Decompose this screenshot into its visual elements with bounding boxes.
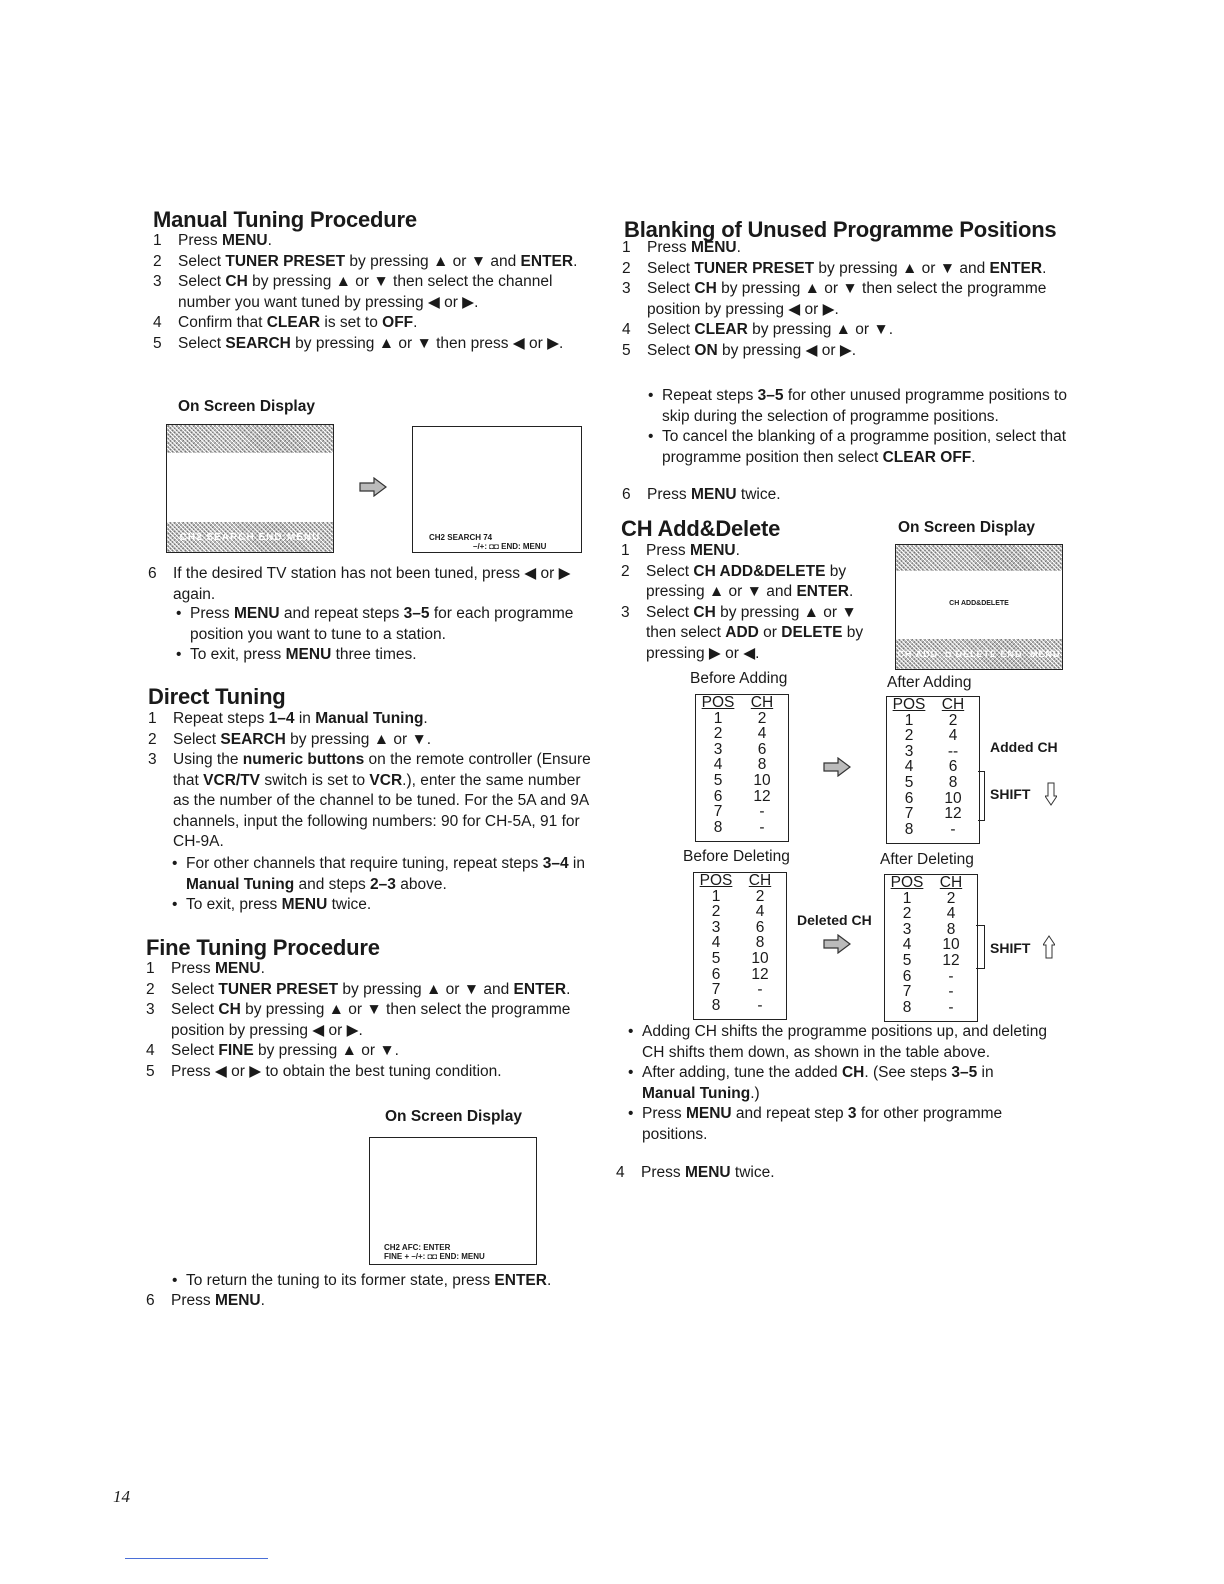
step-item	[622, 279, 1067, 320]
table-cell: 5	[902, 951, 912, 969]
osd-header-bar	[896, 545, 1062, 571]
manual-tuning-steps	[153, 231, 593, 354]
step-number: 5	[146, 1062, 155, 1080]
manual-osd-screen-search	[412, 426, 582, 553]
step-item	[148, 730, 593, 751]
table-header-cell: POS	[699, 872, 733, 889]
bullet-text: After adding, tune the added CH. (See steps 3–5 in Manual Tuning.)	[642, 1064, 994, 1102]
table-row	[694, 967, 786, 983]
table-cell: 8	[757, 756, 767, 774]
step-number: 3	[621, 603, 630, 621]
step-number: 3	[622, 280, 631, 297]
blanking-bullets	[648, 386, 1068, 468]
step-number: 3	[148, 751, 157, 768]
table-row	[696, 820, 788, 836]
fine-step6	[146, 1291, 586, 1312]
fine-tuning-steps	[146, 959, 593, 1082]
bullet-dot: •	[628, 1064, 634, 1081]
osd-footer-text: CH2 SEARCH END:MENU	[179, 531, 321, 543]
step-item	[146, 1000, 593, 1041]
table-cell: 1	[904, 711, 914, 729]
manual-tuning-title: Manual Tuning Procedure	[153, 207, 417, 232]
step-text: Press MENU.	[647, 239, 741, 256]
bullet-item	[172, 895, 596, 916]
shift-label-delete: SHIFT	[990, 940, 1031, 956]
osd-chadd-center: CH ADD&DELETE	[949, 600, 1009, 607]
table-cell: 7	[904, 805, 914, 823]
blanking-title: Blanking of Unused Programme Positions	[624, 217, 1057, 242]
table-cell: 10	[944, 789, 962, 807]
step-text: Using the numeric buttons on the remote controller (Ensure that VCR/TV switch is set to VCR.), enter the same number as the number of the channel to be tuned. For the 5A and 9A channels, input the following numbers: 90 for CH-5A, 91 for CH-9A.	[173, 751, 591, 850]
step-number: 2	[153, 252, 162, 270]
manual-osd-label: On Screen Display	[178, 398, 315, 415]
step-item	[148, 709, 593, 730]
table-header-cell: POS	[890, 874, 924, 891]
table-cell: 4	[713, 756, 723, 774]
step-text: Confirm that CLEAR is set to OFF.	[178, 314, 418, 331]
table-cell: 2	[904, 727, 914, 745]
table-row	[887, 728, 979, 744]
table-cell: 6	[757, 740, 767, 758]
shift-label-add: SHIFT	[990, 786, 1031, 802]
table-header-cell: CH	[939, 874, 963, 891]
step-text: Press ◀ or ▶ to obtain the best tuning condition.	[171, 1062, 502, 1080]
osd-footer-bar	[896, 639, 1062, 669]
step-number: 1	[622, 239, 631, 256]
table-after-deleting	[884, 874, 978, 1022]
table-cell: 8	[713, 818, 723, 836]
table-cell: 6	[713, 787, 723, 805]
table-cell: 10	[751, 949, 769, 967]
table-row	[887, 775, 979, 791]
bullet-text: Repeat steps 3–5 for other unused programme positions to skip during the selection of programme positions.	[662, 387, 1067, 425]
bullet-dot: •	[176, 646, 182, 663]
table-row	[696, 804, 788, 820]
step-item	[153, 252, 593, 273]
table-cell: 4	[904, 758, 914, 776]
step-number: 4	[616, 1164, 625, 1181]
chadd-step4	[616, 1163, 1056, 1184]
table-cell: 7	[902, 983, 912, 1001]
table-row	[887, 744, 979, 760]
table-cell: 3	[711, 918, 721, 936]
step-item	[153, 334, 593, 355]
bullet-text: Press MENU and repeat steps 3–5 for each programme position you want to tune to a station.	[190, 605, 574, 643]
step-item	[148, 750, 593, 853]
step-text: Press MENU twice.	[641, 1164, 775, 1181]
arrow-right-icon	[822, 757, 852, 777]
step-number: 3	[153, 273, 162, 290]
step-text: Select CH by pressing ▲ or ▼ then select ADD or DELETE by pressing ▶ or ◀.	[646, 603, 864, 662]
manual-bullets	[176, 604, 596, 666]
step-text: Select CH ADD&DELETE by pressing ▲ or ▼ and ENTER.	[646, 562, 854, 600]
bullet-dot: •	[172, 1272, 178, 1289]
table-cell: 6	[755, 918, 765, 936]
table-cell: 6	[948, 758, 958, 776]
table-row	[887, 713, 979, 729]
table-cell: -	[948, 983, 954, 1001]
table-header-cell: CH	[748, 872, 772, 889]
table-cell: 2	[757, 709, 767, 727]
table-after-adding	[886, 696, 980, 844]
table-header	[696, 695, 788, 711]
step-number: 2	[622, 259, 631, 277]
step-item	[621, 562, 891, 603]
deleted-ch-label: Deleted CH	[797, 912, 872, 928]
manual-step6	[148, 564, 593, 605]
chadd-osd-label: On Screen Display	[898, 519, 1035, 536]
table-header-cell: CH	[750, 694, 774, 711]
table-row	[696, 711, 788, 727]
table-row	[885, 953, 977, 969]
table-header	[887, 697, 979, 713]
table-cell: 5	[711, 949, 721, 967]
blanking-step6	[622, 485, 1062, 506]
after-adding-label: After Adding	[887, 674, 972, 691]
table-cell: -	[759, 803, 765, 821]
table-row	[694, 889, 786, 905]
table-cell: 8	[946, 920, 956, 938]
table-cell: 12	[944, 805, 962, 823]
step-text: Select CH by pressing ▲ or ▼ then select the channel number you want tuned by pressing ◀ or ▶.	[178, 273, 553, 311]
footer-rule	[125, 1558, 268, 1559]
chadd-bullets	[628, 1022, 1048, 1145]
step-number: 4	[153, 314, 162, 331]
step-text: Press MENU.	[171, 960, 265, 977]
osd-fine-line2: FINE + –/+: ◘◘ END: MENU	[384, 1252, 485, 1261]
step-item	[622, 320, 1067, 341]
step-number: 3	[146, 1001, 155, 1018]
table-cell: -	[948, 967, 954, 985]
step-item	[622, 238, 1067, 259]
fine-bullet	[172, 1271, 592, 1292]
table-cell: 10	[753, 771, 771, 789]
bullet-dot: •	[176, 605, 182, 622]
step-number: 6	[146, 1292, 155, 1309]
added-ch-label: Added CH	[990, 739, 1058, 755]
table-cell: 4	[755, 903, 765, 921]
table-cell: 7	[711, 981, 721, 999]
table-row	[885, 984, 977, 1000]
step-text: Select SEARCH by pressing ▲ or ▼.	[173, 730, 432, 748]
table-cell: 3	[904, 742, 914, 760]
step-item	[146, 1062, 593, 1083]
step-text: Select TUNER PRESET by pressing ▲ or ▼ and ENTER.	[647, 259, 1047, 277]
step-item	[153, 313, 593, 334]
step-item	[146, 980, 593, 1001]
step-text: Press MENU.	[171, 1292, 265, 1309]
osd-footer-bar	[167, 522, 333, 552]
step-number: 2	[621, 562, 630, 580]
step-number: 2	[148, 730, 157, 748]
bullet-text: To exit, press MENU twice.	[186, 896, 372, 913]
table-cell: 4	[946, 905, 956, 923]
table-cell: 2	[948, 711, 958, 729]
step-item	[621, 603, 891, 665]
step-item	[153, 231, 593, 252]
table-header-cell: POS	[701, 694, 735, 711]
bullet-dot: •	[172, 896, 178, 913]
step-text: Select CH by pressing ▲ or ▼ then select the programme position by pressing ◀ or ▶.	[171, 1001, 571, 1039]
table-cell: 2	[755, 887, 765, 905]
bullet-dot: •	[628, 1023, 634, 1040]
table-cell: 2	[902, 905, 912, 923]
step-text: Press MENU.	[178, 232, 272, 249]
step-number: 4	[622, 321, 631, 338]
step-item	[153, 272, 593, 313]
step-item	[621, 541, 891, 562]
step-text: Press MENU.	[646, 542, 740, 559]
table-cell: 8	[948, 773, 958, 791]
shift-down-arrow-icon	[1045, 782, 1057, 806]
table-header	[694, 873, 786, 889]
arrow-right-icon	[358, 477, 388, 497]
bullet-dot: •	[628, 1105, 634, 1122]
table-cell: 3	[713, 740, 723, 758]
table-row	[696, 789, 788, 805]
table-cell: 10	[942, 936, 960, 954]
step-text: Select TUNER PRESET by pressing ▲ or ▼ and ENTER.	[171, 980, 571, 998]
table-row	[696, 742, 788, 758]
before-adding-label: Before Adding	[690, 670, 788, 687]
direct-tuning-title: Direct Tuning	[148, 684, 286, 709]
step-number: 5	[153, 334, 162, 352]
table-row	[885, 969, 977, 985]
chadd-steps	[621, 541, 891, 664]
step-item	[146, 1041, 593, 1062]
step-number: 1	[621, 542, 630, 559]
table-before-deleting	[693, 872, 787, 1020]
bullet-text: To return the tuning to its former state, press ENTER.	[186, 1272, 552, 1289]
table-cell: 12	[942, 951, 960, 969]
table-row	[696, 757, 788, 773]
table-row	[887, 791, 979, 807]
table-cell: 8	[755, 934, 765, 952]
table-cell: 5	[713, 771, 723, 789]
osd-footer-text: CH ADD: ◘ DELETE END: MENU	[897, 649, 1061, 659]
bullet-item	[176, 645, 596, 666]
table-row	[885, 1000, 977, 1016]
table-row	[885, 906, 977, 922]
after-deleting-label: After Deleting	[880, 851, 974, 868]
manual-osd-screen-menu	[166, 424, 334, 553]
table-cell: 4	[902, 936, 912, 954]
table-cell: 1	[902, 889, 912, 907]
table-cell: 6	[711, 965, 721, 983]
table-cell: 2	[711, 903, 721, 921]
table-row	[887, 759, 979, 775]
step-text: Repeat steps 1–4 in Manual Tuning.	[173, 710, 428, 727]
shift-bracket	[976, 925, 985, 969]
table-cell: 4	[711, 934, 721, 952]
blanking-steps	[622, 238, 1067, 361]
table-cell: 4	[948, 727, 958, 745]
osd-header-bar	[167, 425, 333, 453]
table-row	[887, 806, 979, 822]
table-cell: 12	[751, 965, 769, 983]
osd-search-line1: CH2 SEARCH 74	[429, 533, 493, 542]
step-text: If the desired TV station has not been tuned, press ◀ or ▶ again.	[173, 565, 571, 603]
table-row	[696, 773, 788, 789]
table-cell: 1	[711, 887, 721, 905]
direct-tuning-steps	[148, 709, 593, 853]
direct-bullets	[172, 854, 596, 916]
page-number: 14	[113, 1487, 130, 1506]
table-row	[694, 904, 786, 920]
table-row	[694, 982, 786, 998]
step-text: Select ON by pressing ◀ or ▶.	[647, 341, 857, 359]
bullet-dot: •	[648, 428, 654, 445]
step-text: Select TUNER PRESET by pressing ▲ or ▼ and ENTER.	[178, 252, 578, 270]
table-cell: 8	[711, 996, 721, 1014]
table-cell: -	[757, 996, 763, 1014]
table-cell: 6	[904, 789, 914, 807]
step-number: 2	[146, 980, 155, 998]
bullet-text: Press MENU and repeat step 3 for other programme positions.	[642, 1105, 1003, 1143]
bullet-dot: •	[648, 387, 654, 404]
table-row	[696, 726, 788, 742]
table-row	[885, 922, 977, 938]
fine-osd-label: On Screen Display	[385, 1108, 522, 1125]
step-text: Select FINE by pressing ▲ or ▼.	[171, 1042, 399, 1059]
shift-bracket	[978, 771, 985, 821]
step-number: 1	[146, 960, 155, 977]
table-cell: 4	[757, 725, 767, 743]
bullet-item	[628, 1022, 1048, 1063]
arrow-right-icon	[822, 934, 852, 954]
table-row	[694, 998, 786, 1014]
table-row	[885, 937, 977, 953]
fine-tuning-title: Fine Tuning Procedure	[146, 935, 380, 960]
bullet-text: To cancel the blanking of a programme position, select that programme position then select CLEAR OFF.	[662, 428, 1067, 466]
table-cell: 2	[713, 725, 723, 743]
bullet-text: Adding CH shifts the programme positions up, and deleting CH shifts them down, as shown in the table above.	[642, 1023, 1047, 1061]
bullet-item	[172, 854, 596, 895]
table-cell: -	[757, 981, 763, 999]
table-cell: -	[759, 818, 765, 836]
table-cell: 5	[904, 773, 914, 791]
table-header-cell: POS	[892, 696, 926, 713]
step-text: Select CLEAR by pressing ▲ or ▼.	[647, 321, 894, 338]
step-number: 1	[148, 710, 157, 727]
osd-fine-line1: CH2 AFC: ENTER	[384, 1243, 451, 1252]
table-cell: 1	[713, 709, 723, 727]
table-header	[885, 875, 977, 891]
step-number: 6	[148, 565, 157, 582]
table-cell: 2	[946, 889, 956, 907]
step-number: 5	[622, 341, 631, 359]
table-header-cell: CH	[941, 696, 965, 713]
bullet-item	[176, 604, 596, 645]
table-row	[887, 822, 979, 838]
table-cell: 3	[902, 920, 912, 938]
shift-up-arrow-icon	[1043, 935, 1055, 959]
step-item	[146, 959, 593, 980]
chadd-osd-screen	[895, 544, 1063, 670]
bullet-text: For other channels that require tuning, repeat steps 3–4 in Manual Tuning and steps 2–3 above.	[186, 855, 585, 893]
ch-add-delete-title: CH Add&Delete	[621, 516, 781, 541]
table-cell: 6	[902, 967, 912, 985]
bullet-text: To exit, press MENU three times.	[190, 646, 417, 663]
table-row	[694, 951, 786, 967]
step-text: Select SEARCH by pressing ▲ or ▼ then press ◀ or ▶.	[178, 334, 564, 352]
table-cell: -	[948, 998, 954, 1016]
table-row	[694, 935, 786, 951]
table-cell: --	[947, 742, 959, 760]
bullet-item	[628, 1063, 1048, 1104]
table-row	[885, 891, 977, 907]
bullet-dot: •	[172, 855, 178, 872]
step-item	[622, 341, 1067, 362]
step-number: 4	[146, 1042, 155, 1059]
table-cell: 8	[902, 998, 912, 1016]
table-cell: 8	[904, 820, 914, 838]
osd-search-line2: –/+: ◘◘ END: MENU	[473, 542, 547, 551]
step-number: 6	[622, 486, 631, 503]
bullet-item	[628, 1104, 1048, 1145]
step-text: Press MENU twice.	[647, 486, 781, 503]
before-deleting-label: Before Deleting	[683, 848, 790, 865]
bullet-item	[648, 427, 1068, 468]
step-text: Select CH by pressing ▲ or ▼ then select the programme position by pressing ◀ or ▶.	[647, 280, 1047, 318]
bullet-item	[648, 386, 1068, 427]
fine-osd-screen	[369, 1137, 537, 1265]
table-cell: 12	[753, 787, 771, 805]
table-cell: -	[950, 820, 956, 838]
table-before-adding	[695, 694, 789, 842]
step-item	[622, 259, 1067, 280]
table-cell: 7	[713, 803, 723, 821]
step-number: 1	[153, 232, 162, 249]
table-row	[694, 920, 786, 936]
